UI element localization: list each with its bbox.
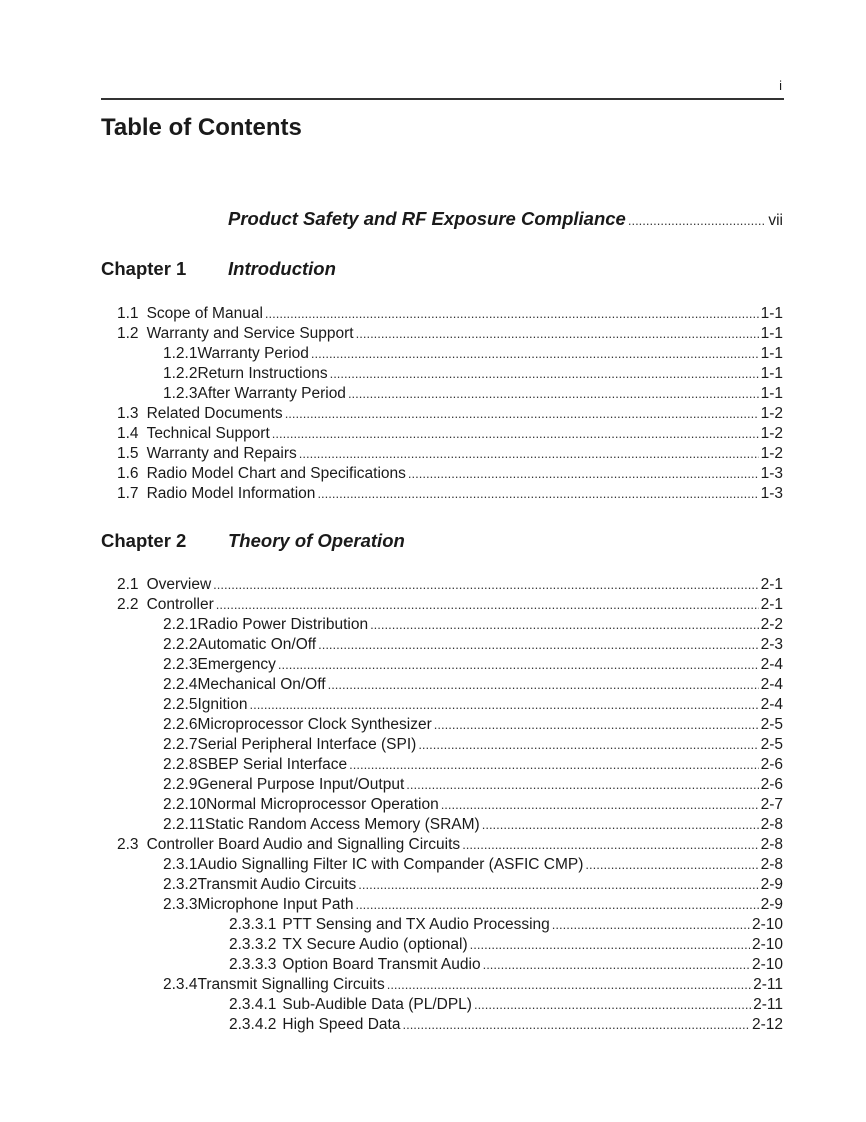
toc-entry-title: Scope of Manual bbox=[146, 305, 263, 322]
toc-entry-page: 2-11 bbox=[753, 996, 783, 1013]
dot-leader bbox=[278, 657, 759, 672]
page-number: i bbox=[779, 78, 782, 93]
toc-entry-number: 2.2.5 bbox=[163, 696, 198, 713]
toc-entry[interactable] bbox=[117, 325, 783, 345]
dot-leader bbox=[213, 577, 758, 592]
toc-entry-page: 2-10 bbox=[751, 916, 783, 933]
toc-entry-title: Ignition bbox=[197, 696, 248, 713]
toc-entry-title: Overview bbox=[146, 576, 212, 593]
dot-leader bbox=[482, 817, 759, 832]
chapter-label: Chapter 1 bbox=[101, 258, 187, 279]
toc-entry-page: 2-4 bbox=[760, 656, 783, 673]
toc-entry-title: Option Board Transmit Audio bbox=[282, 956, 481, 973]
toc-entry[interactable] bbox=[163, 856, 783, 876]
dot-leader bbox=[265, 306, 759, 321]
toc-entry-title: Emergency bbox=[197, 656, 276, 673]
toc-entry[interactable] bbox=[163, 896, 783, 916]
toc-entry-page: 1-1 bbox=[760, 325, 783, 342]
toc-entry-number: 1.5 bbox=[117, 445, 139, 462]
toc-entry-page: 2-8 bbox=[760, 856, 783, 873]
dot-leader bbox=[470, 937, 750, 952]
dot-leader bbox=[418, 737, 758, 752]
toc-entry-title: Return Instructions bbox=[197, 365, 328, 382]
toc-entry-page: 1-1 bbox=[760, 305, 783, 322]
toc-entry-title: Radio Model Information bbox=[146, 485, 316, 502]
toc-entry-title: After Warranty Period bbox=[197, 385, 346, 402]
toc-entry-page: 2-10 bbox=[751, 956, 783, 973]
toc-entry-title: Microphone Input Path bbox=[197, 896, 354, 913]
toc-entry-number: 2.3.2 bbox=[163, 876, 198, 893]
toc-entry-number: 2.2.8 bbox=[163, 756, 198, 773]
toc-entry-title: PTT Sensing and TX Audio Processing bbox=[282, 916, 550, 933]
toc-entry[interactable] bbox=[229, 996, 783, 1016]
dot-leader bbox=[216, 597, 759, 612]
toc-entry[interactable] bbox=[117, 596, 783, 616]
toc-entry-title: Controller Board Audio and Signalling Circuits bbox=[146, 836, 461, 853]
dot-leader bbox=[311, 346, 759, 361]
dot-leader bbox=[356, 326, 759, 341]
dot-leader bbox=[328, 677, 759, 692]
dot-leader bbox=[358, 877, 758, 892]
toc-entry-page: 2-6 bbox=[760, 776, 783, 793]
toc-entry-title: Warranty and Service Support bbox=[146, 325, 354, 342]
toc-entry-number: 1.7 bbox=[117, 485, 139, 502]
dot-leader bbox=[406, 777, 758, 792]
toc-entry-title: Automatic On/Off bbox=[197, 636, 317, 653]
dot-leader bbox=[387, 977, 751, 992]
toc-entry-page: 2-8 bbox=[760, 816, 783, 833]
toc-entry[interactable] bbox=[163, 696, 783, 716]
dot-leader bbox=[402, 1017, 750, 1032]
chapter-title: Introduction bbox=[228, 258, 336, 279]
toc-entry[interactable] bbox=[117, 576, 783, 596]
toc-entry-title: Transmit Audio Circuits bbox=[197, 876, 357, 893]
toc-entry-page: 1-2 bbox=[760, 445, 783, 462]
toc-entry[interactable] bbox=[229, 956, 783, 976]
toc-entry-page: 1-1 bbox=[760, 345, 783, 362]
toc-entry-title: Product Safety and RF Exposure Compliance bbox=[228, 208, 626, 229]
toc-entry[interactable] bbox=[163, 876, 783, 896]
toc-entry-title: Audio Signalling Filter IC with Compander (ASFIC CMP) bbox=[197, 856, 584, 873]
toc-entry-title: Mechanical On/Off bbox=[197, 676, 326, 693]
toc-entry[interactable] bbox=[117, 405, 783, 425]
dot-leader bbox=[285, 406, 759, 421]
toc-entry-page: 1-1 bbox=[760, 385, 783, 402]
dot-leader bbox=[552, 917, 750, 932]
toc-entry-page: 1-2 bbox=[760, 425, 783, 442]
dot-leader bbox=[474, 997, 751, 1012]
toc-entry-page: 2-8 bbox=[760, 836, 783, 853]
dot-leader bbox=[434, 717, 759, 732]
toc-entry[interactable] bbox=[117, 305, 783, 325]
dot-leader bbox=[370, 617, 759, 632]
toc-entry-number: 1.1 bbox=[117, 305, 139, 322]
toc-entry[interactable] bbox=[163, 656, 783, 676]
toc-entry-number: 2.2.4 bbox=[163, 676, 198, 693]
toc-entry-title: Serial Peripheral Interface (SPI) bbox=[197, 736, 417, 753]
header-rule bbox=[101, 98, 784, 100]
toc-entry-number: 2.3.3.1 bbox=[229, 916, 277, 933]
chapter-label: Chapter 2 bbox=[101, 530, 187, 551]
toc-entry[interactable] bbox=[163, 736, 783, 756]
dot-leader bbox=[355, 897, 758, 912]
toc-entry-page: 2-6 bbox=[760, 756, 783, 773]
toc-entry-number: 2.3.4 bbox=[163, 976, 198, 993]
toc-entry[interactable] bbox=[117, 836, 783, 856]
toc-entry-number: 2.3.3.2 bbox=[229, 936, 277, 953]
toc-entry-page: 2-2 bbox=[760, 616, 783, 633]
toc-entry[interactable] bbox=[229, 916, 783, 936]
toc-entry-number: 2.3.3 bbox=[163, 896, 198, 913]
toc-entry-page: 2-5 bbox=[760, 716, 783, 733]
toc-entry-number: 1.6 bbox=[117, 465, 139, 482]
dot-leader bbox=[408, 466, 759, 481]
toc-entry-number: 2.2.2 bbox=[163, 636, 198, 653]
toc-entry-number: 2.2.7 bbox=[163, 736, 198, 753]
toc-entry-title: Microprocessor Clock Synthesizer bbox=[197, 716, 432, 733]
toc-entry-page: 2-3 bbox=[760, 636, 783, 653]
toc-entry-title: Radio Model Chart and Specifications bbox=[146, 465, 406, 482]
toc-entry[interactable] bbox=[117, 485, 783, 505]
toc-entry[interactable] bbox=[163, 676, 783, 696]
toc-entry[interactable] bbox=[163, 616, 783, 636]
toc-entry-safety[interactable] bbox=[228, 208, 783, 232]
toc-entry[interactable] bbox=[229, 936, 783, 956]
toc-entry-title: Static Random Access Memory (SRAM) bbox=[204, 816, 480, 833]
toc-entry-number: 2.2 bbox=[117, 596, 139, 613]
toc-entry[interactable] bbox=[117, 465, 783, 485]
toc-entry-page: 1-3 bbox=[760, 465, 783, 482]
toc-entry-title: TX Secure Audio (optional) bbox=[282, 936, 468, 953]
toc-entry-number: 1.2.2 bbox=[163, 365, 198, 382]
chapter-title: Theory of Operation bbox=[228, 530, 405, 551]
toc-entry-number: 2.2.11 bbox=[163, 816, 205, 833]
toc-entry-page: 2-4 bbox=[760, 676, 783, 693]
toc-entry-number: 1.3 bbox=[117, 405, 139, 422]
toc-entry-page: 2-11 bbox=[753, 976, 783, 993]
toc-entry-page: 2-5 bbox=[760, 736, 783, 753]
dot-leader bbox=[317, 486, 758, 501]
dot-leader bbox=[330, 366, 759, 381]
toc-entry-number: 2.3.1 bbox=[163, 856, 198, 873]
toc-entry-number: 2.3.4.1 bbox=[229, 996, 277, 1013]
toc-entry-title: Radio Power Distribution bbox=[197, 616, 369, 633]
dot-leader bbox=[483, 957, 750, 972]
toc-entry-page: vii bbox=[768, 212, 783, 229]
dot-leader bbox=[628, 213, 767, 228]
toc-entry[interactable] bbox=[163, 776, 783, 796]
toc-entry-page: 2-1 bbox=[760, 576, 783, 593]
page-title: Table of Contents bbox=[101, 114, 302, 141]
toc-entry-title: General Purpose Input/Output bbox=[197, 776, 405, 793]
toc-entry-title: SBEP Serial Interface bbox=[197, 756, 348, 773]
toc-entry-number: 2.2.3 bbox=[163, 656, 198, 673]
toc-entry-number: 1.4 bbox=[117, 425, 139, 442]
toc-entry[interactable] bbox=[163, 636, 783, 656]
toc-entry[interactable] bbox=[229, 1016, 783, 1036]
toc-entry-title: Controller bbox=[146, 596, 214, 613]
toc-entry[interactable] bbox=[163, 345, 783, 365]
toc-entry-page: 2-10 bbox=[751, 936, 783, 953]
toc-entry[interactable] bbox=[163, 976, 783, 996]
toc-entry-title: Warranty Period bbox=[197, 345, 309, 362]
toc-entry-page: 2-7 bbox=[760, 796, 783, 813]
toc-entry-title: Warranty and Repairs bbox=[146, 445, 297, 462]
dot-leader bbox=[462, 837, 758, 852]
dot-leader bbox=[299, 446, 759, 461]
toc-entry-page: 1-2 bbox=[760, 405, 783, 422]
toc-entry-title: Related Documents bbox=[146, 405, 283, 422]
toc-entry-page: 2-4 bbox=[760, 696, 783, 713]
toc-entry-title: Normal Microprocessor Operation bbox=[206, 796, 439, 813]
toc-entry[interactable] bbox=[117, 445, 783, 465]
toc-entry[interactable] bbox=[163, 796, 783, 816]
toc-entry-page: 1-1 bbox=[760, 365, 783, 382]
toc-entry[interactable] bbox=[163, 756, 783, 776]
dot-leader bbox=[348, 386, 759, 401]
toc-entry[interactable] bbox=[163, 816, 783, 836]
toc-entry-number: 2.2.1 bbox=[163, 616, 198, 633]
toc-entry-title: Sub-Audible Data (PL/DPL) bbox=[282, 996, 472, 1013]
toc-entry-title: Transmit Signalling Circuits bbox=[197, 976, 385, 993]
dot-leader bbox=[249, 697, 758, 712]
toc-entry-number: 2.3.3.3 bbox=[229, 956, 277, 973]
dot-leader bbox=[318, 637, 759, 652]
dot-leader bbox=[585, 857, 758, 872]
toc-entry[interactable] bbox=[117, 425, 783, 445]
toc-entry-number: 1.2.3 bbox=[163, 385, 198, 402]
toc-entry-number: 2.3.4.2 bbox=[229, 1016, 277, 1033]
toc-entry-page: 1-3 bbox=[760, 485, 783, 502]
toc-entry-page: 2-9 bbox=[760, 876, 783, 893]
toc-entry-number: 1.2 bbox=[117, 325, 139, 342]
toc-entry-page: 2-9 bbox=[760, 896, 783, 913]
dot-leader bbox=[349, 757, 758, 772]
toc-entry-title: Technical Support bbox=[146, 425, 270, 442]
toc-entry-number: 2.2.6 bbox=[163, 716, 198, 733]
toc-entry[interactable] bbox=[163, 365, 783, 385]
toc-entry-page: 2-1 bbox=[760, 596, 783, 613]
toc-entry-number: 1.2.1 bbox=[163, 345, 198, 362]
toc-entry-number: 2.2.9 bbox=[163, 776, 198, 793]
dot-leader bbox=[441, 797, 759, 812]
toc-entry[interactable] bbox=[163, 385, 783, 405]
toc-entry-number: 2.2.10 bbox=[163, 796, 207, 813]
toc-entry[interactable] bbox=[163, 716, 783, 736]
toc-entry-number: 2.3 bbox=[117, 836, 139, 853]
toc-entry-title: High Speed Data bbox=[282, 1016, 401, 1033]
toc-entry-page: 2-12 bbox=[751, 1016, 783, 1033]
toc-entry-number: 2.1 bbox=[117, 576, 139, 593]
dot-leader bbox=[272, 426, 759, 441]
